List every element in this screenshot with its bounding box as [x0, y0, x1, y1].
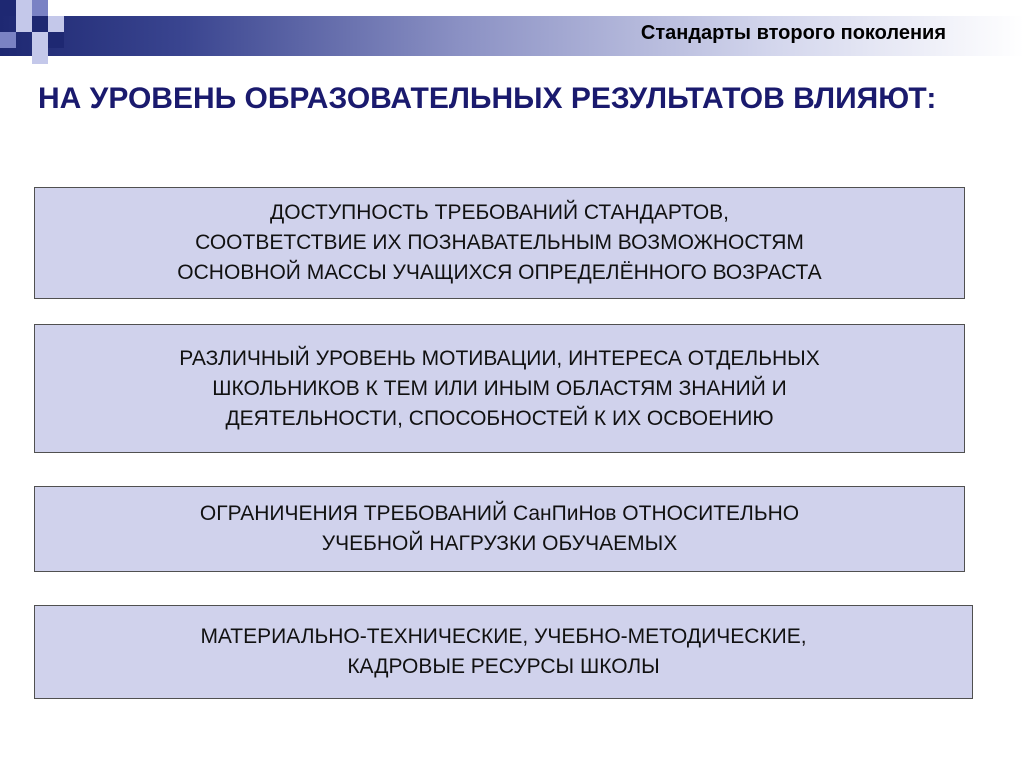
decor-square: [0, 0, 16, 16]
decor-square: [0, 32, 16, 48]
factor-text-line: ДОСТУПНОСТЬ ТРЕБОВАНИЙ СТАНДАРТОВ,: [269, 201, 730, 224]
decor-square: [16, 16, 32, 32]
decor-square: [16, 0, 32, 16]
factor-text-line: ДЕЯТЕЛЬНОСТИ, СПОСОБНОСТЕЙ К ИХ ОСВОЕНИЮ: [225, 406, 774, 430]
factor-box-availability: [34, 187, 965, 299]
factor-box-sanpin: [34, 486, 965, 572]
decor-square: [48, 32, 64, 48]
factor-text-line: МАТЕРИАЛЬНО-ТЕХНИЧЕСКИЕ, УЧЕБНО-МЕТОДИЧЕСКИЕ,: [200, 625, 807, 648]
factor-text-line: ОСНОВНОЙ МАССЫ УЧАЩИХСЯ ОПРЕДЕЛЁННОГО ВОЗРАСТА: [177, 261, 822, 284]
factor-text-line: СООТВЕТСТВИЕ ИХ ПОЗНАВАТЕЛЬНЫМ ВОЗМОЖНОСТЯМ: [195, 231, 804, 254]
header-title: Стандарты второго поколения: [640, 22, 946, 44]
decor-square: [32, 32, 48, 48]
decor-square: [32, 0, 48, 16]
factor-text-line: КАДРОВЫЕ РЕСУРСЫ ШКОЛЫ: [347, 655, 660, 678]
decor-square: [32, 48, 48, 64]
decor-square: [48, 16, 64, 32]
factor-text-line: УЧЕБНОЙ НАГРУЗКИ ОБУЧАЕМЫХ: [321, 532, 678, 555]
factor-box-resources: [34, 605, 973, 699]
decor-square: [32, 16, 48, 32]
factor-text-line: ОГРАНИЧЕНИЯ ТРЕБОВАНИЙ СанПиНов ОТНОСИТЕЛЬНО: [199, 502, 800, 525]
factor-text-line: ШКОЛЬНИКОВ К ТЕМ ИЛИ ИНЫМ ОБЛАСТЯМ ЗНАНИЙ И: [212, 376, 787, 400]
factor-box-motivation: [34, 324, 965, 453]
factor-text-line: РАЗЛИЧНЫЙ УРОВЕНЬ МОТИВАЦИИ, ИНТЕРЕСА ОТДЕЛЬНЫХ: [179, 346, 820, 370]
slide-title: НА УРОВЕНЬ ОБРАЗОВАТЕЛЬНЫХ РЕЗУЛЬТАТОВ ВЛИЯЮТ:: [38, 82, 937, 115]
